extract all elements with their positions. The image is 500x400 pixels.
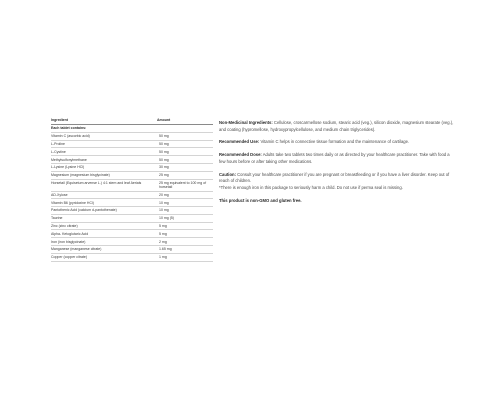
ingredient-name: Copper (copper citrate) [51, 253, 157, 261]
recommended-dose [219, 152, 455, 165]
non-medicinal-ingredients [219, 120, 455, 133]
caution-label: Caution: [219, 171, 236, 177]
ingredient-name: L-Lysine (Lysine HCl) [51, 163, 157, 171]
recommended-use-text: Vitamin C helps in connective tissue formation and the maintenance of cartilage. [260, 139, 410, 145]
ingredient-name: Vitamin C (ascorbic acid) [51, 132, 157, 140]
ingredient-amount: 50 mg [157, 148, 213, 156]
section-label-row [51, 125, 213, 133]
table-row [51, 230, 213, 238]
recommended-use-label: Recommended Use: [219, 139, 260, 145]
non-medicinal-label: Non-Medicinal Ingredients: [219, 120, 273, 125]
table-row [51, 253, 213, 261]
ingredient-name: L-Proline [51, 140, 157, 148]
ingredient-amount: 50 mg [157, 132, 213, 140]
ingredient-name: Taurine [51, 214, 157, 222]
ingredient-amount: 50 mg [157, 140, 213, 148]
ingredients-table [51, 117, 213, 262]
table-row [51, 245, 213, 253]
ingredient-name: Magnesium (magnesium bisglycinate) [51, 171, 157, 179]
table-row [51, 207, 213, 215]
ingredient-name: L-Cystine [51, 148, 157, 156]
table-row [51, 156, 213, 164]
ingredient-column-header: Ingredient [51, 117, 157, 125]
ingredient-amount: 1.65 mg [157, 245, 213, 253]
table-row [51, 140, 213, 148]
ingredient-amount: 10 mg [157, 199, 213, 207]
table-row [51, 163, 213, 171]
table-row [51, 179, 213, 191]
ingredient-amount: 20 mg [157, 191, 213, 199]
table-row [51, 132, 213, 140]
ingredient-name: Iron (iron bisglycinate) [51, 238, 157, 246]
gmo-statement: This product is non-GMO and gluten free. [219, 197, 302, 203]
recommended-dose-text: Adults take two tablets two times daily or as directed by your healthcare practitioner. Take with food a few hours before or after taking other medications. [219, 152, 450, 164]
amount-column-header: Amount [157, 117, 213, 125]
table-row [51, 148, 213, 156]
table-row [51, 191, 213, 199]
ingredient-name: Methylsulfonylmethane [51, 156, 157, 164]
ingredient-name: AD-Xylose [51, 191, 157, 199]
section-label: Each tablet contains: [51, 125, 213, 133]
table-row [51, 222, 213, 230]
recommended-dose-label: Recommended Dose: [219, 152, 262, 158]
ingredient-amount: 5 mg [157, 230, 213, 238]
ingredient-name: Vitamin B6 (pyridoxine HCl) [51, 199, 157, 207]
recommended-use [219, 139, 455, 146]
non-medicinal-text: Cellulose, croscarmellose sodium, stearic acid (veg.), silicon dioxide, magnesium stearate (veg.), and coating (hypromellose, hydroxypropylcellulose, and medium chain triglycerides). [219, 120, 454, 132]
ingredient-amount: 30 mg [157, 163, 213, 171]
ingredient-name: Zinc (zinc citrate) [51, 222, 157, 230]
table-header-row [51, 117, 213, 125]
ingredient-amount: 5 mg [157, 222, 213, 230]
ingredient-amount: 1 mg [157, 253, 213, 261]
table-row [51, 238, 213, 246]
ingredient-amount: 25 mg equivalent to 100 mg of horsetail [157, 179, 213, 191]
ingredient-amount: 2 mg [157, 238, 213, 246]
product-info [219, 120, 455, 210]
ingredient-name: Manganese (manganese citrate) [51, 245, 157, 253]
table-row [51, 199, 213, 207]
ingredient-amount: 10 mg (5) [157, 214, 213, 222]
iron-warning: *There is enough iron in this package to seriously harm a child. Do not use if perma seal is missing. [219, 185, 403, 191]
ingredient-amount: 25 mg [157, 171, 213, 179]
caution-text: Consult your healthcare practitioner if you are pregnant or breastfeeding or if you have a liver disorder. Keep out of reach of children. [219, 171, 450, 184]
table-row [51, 171, 213, 179]
caution [219, 172, 455, 192]
ingredient-amount: 50 mg [157, 156, 213, 164]
ingredient-name: Pantothenic Acid (calcium d-pantothenate) [51, 207, 157, 215]
ingredient-name: Horsetail (Equisetum arvense L.) 4:1 stem and leaf Aerials [51, 179, 157, 191]
table-row [51, 214, 213, 222]
ingredient-amount: 10 mg [157, 207, 213, 215]
ingredient-name: Alpha- Ketoglutaric Acid [51, 230, 157, 238]
